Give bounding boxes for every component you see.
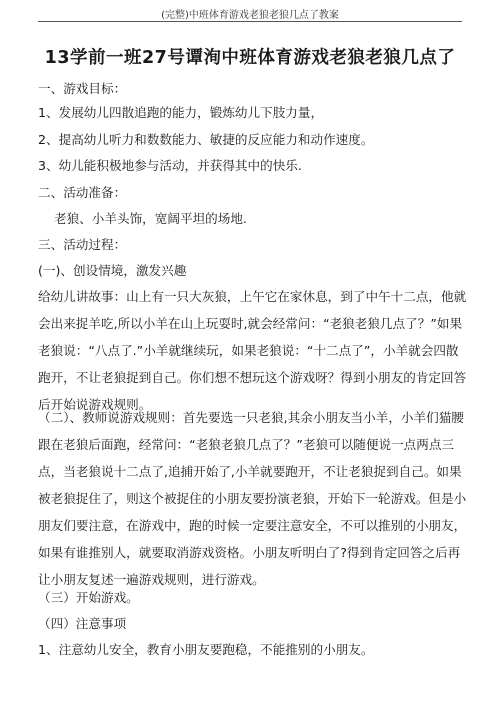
preparation-text: 老狼、小羊头饰，宽阔平坦的场地. (54, 211, 247, 226)
process-paragraph-1: 给幼儿讲故事：山上有一只大灰狼，上午它在家休息，到了中午十二点，他就会出来捉羊吃,所以小羊在山上玩耍时,就会经常问：“老狼老狼几点了？”如果老狼说：“八点了.”小羊就继续玩，如果老狼说：“十二点了”，小羊就会四散跑开，不让老狼捉到自己。你们想不想玩这个游戏呀？得到小朋友的肯定回答后开始说游戏规则。 (38, 289, 467, 412)
section-heading-goals: 一、游戏目标： (38, 81, 127, 96)
header-rule (38, 21, 462, 22)
process-heading-3: （三）开始游戏。 (38, 590, 139, 605)
goal-item-3: 3、幼儿能积极地参与活动，并获得其中的快乐. (38, 158, 302, 173)
process-heading-4: （四）注意事项 (38, 616, 127, 631)
goal-item-1: 1、发展幼儿四散追跑的能力，锻炼幼儿下肢力量， (38, 105, 324, 120)
page-header: (完整)中班体育游戏老狼老狼几点了教案 (161, 10, 339, 21)
section-heading-preparation: 二、活动准备： (38, 185, 127, 200)
goal-item-2: 2、提高幼儿听力和数数能力、敏捷的反应能力和动作速度。 (38, 132, 374, 147)
process-heading-1: (一)、创设情境，激发兴趣 (38, 263, 187, 278)
section-heading-process: 三、活动过程： (38, 237, 127, 252)
process-paragraph-2: （二）、教师说游戏规则：首先要选一只老狼,其余小朋友当小羊，小羊们猫腰跟在老狼后面跑，经常问：“老狼老狼几点了？”老狼可以随便说一点两点三点，当老狼说十二点了,追捕开始了,小羊就要跑开，不让老狼捉到自己。如果被老狼捉住了，则这个被捉住的小朋友要扮演老狼，开始下一轮游戏。但是小朋友们要注意，在游戏中，跑的时候一定要注意安全，不可以推别的小朋友，如果有谁推别人，就要取消游戏资格。小朋友听明白了?得到肯定回答之后再让小朋友复述一遍游戏规则，进行游戏。 (38, 410, 467, 587)
caution-item-1: 1、注意幼儿安全，教育小朋友要跑稳，不能推别的小朋友。 (38, 642, 374, 657)
document-title: 13学前一班27号谭洵中班体育游戏老狼老狼几点了 (44, 48, 456, 68)
